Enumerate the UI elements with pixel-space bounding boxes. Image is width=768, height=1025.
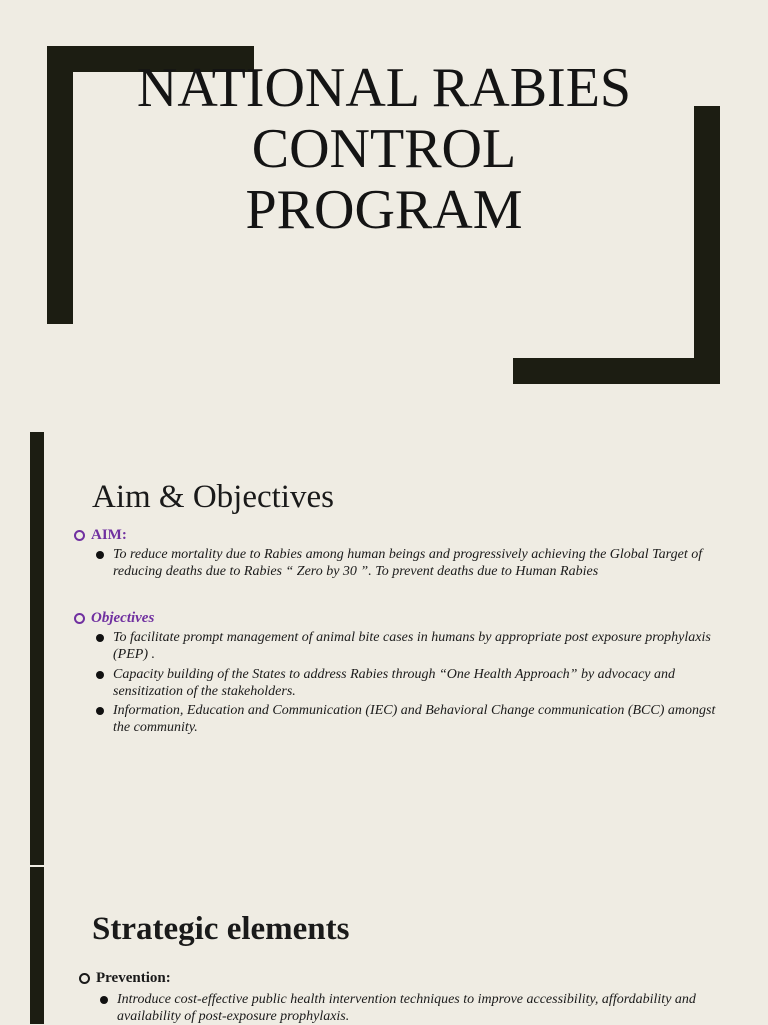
- bullet-icon: [100, 996, 108, 1004]
- aim-objectives-slide: [0, 432, 768, 865]
- list-item: To reduce mortality due to Rabies among human beings and progressively achieving the Global Target of reducing deaths due to Rabies “ Zero by 30 ”. To prevent deaths due to Human Rabies: [96, 547, 716, 580]
- title-line-3: PROGRAM: [245, 179, 523, 241]
- prevention-label: Prevention:: [79, 970, 171, 987]
- slide-title: [0, 58, 768, 241]
- list-item: To facilitate prompt management of animal bite cases in humans by appropriate post exposure prophylaxis (PEP) .: [96, 630, 716, 663]
- strategic-elements-slide: [0, 865, 768, 1024]
- objectives-label: Objectives: [74, 610, 154, 627]
- ring-bullet-icon: [74, 530, 85, 541]
- bullet-icon: [96, 634, 104, 642]
- bullet-icon: [96, 707, 104, 715]
- aim-label: AIM:: [74, 527, 127, 544]
- section-heading: Strategic elements: [92, 911, 350, 947]
- title-slide: [0, 0, 768, 432]
- section-heading: Aim & Objectives: [92, 479, 334, 515]
- list-item: Information, Education and Communication (IEC) and Behavioral Change communication (BCC) amongst the community.: [96, 703, 716, 736]
- ring-bullet-icon: [79, 973, 90, 984]
- bullet-icon: [96, 671, 104, 679]
- ring-bullet-icon: [74, 613, 85, 624]
- frame-bracket-bottom-right: [513, 358, 720, 384]
- list-item: Capacity building of the States to address Rabies through “One Health Approach” by advocacy and sensitization of the stakeholders.: [96, 667, 716, 700]
- bullet-icon: [96, 551, 104, 559]
- title-line-1: NATIONAL RABIES: [136, 57, 632, 119]
- title-line-2: CONTROL: [251, 118, 517, 180]
- left-accent-bar: [30, 432, 44, 865]
- list-item: Introduce cost-effective public health intervention techniques to improve accessibility, affordability and availability of post-exposure prophylaxis.: [100, 992, 720, 1025]
- left-accent-bar: [30, 867, 44, 1024]
